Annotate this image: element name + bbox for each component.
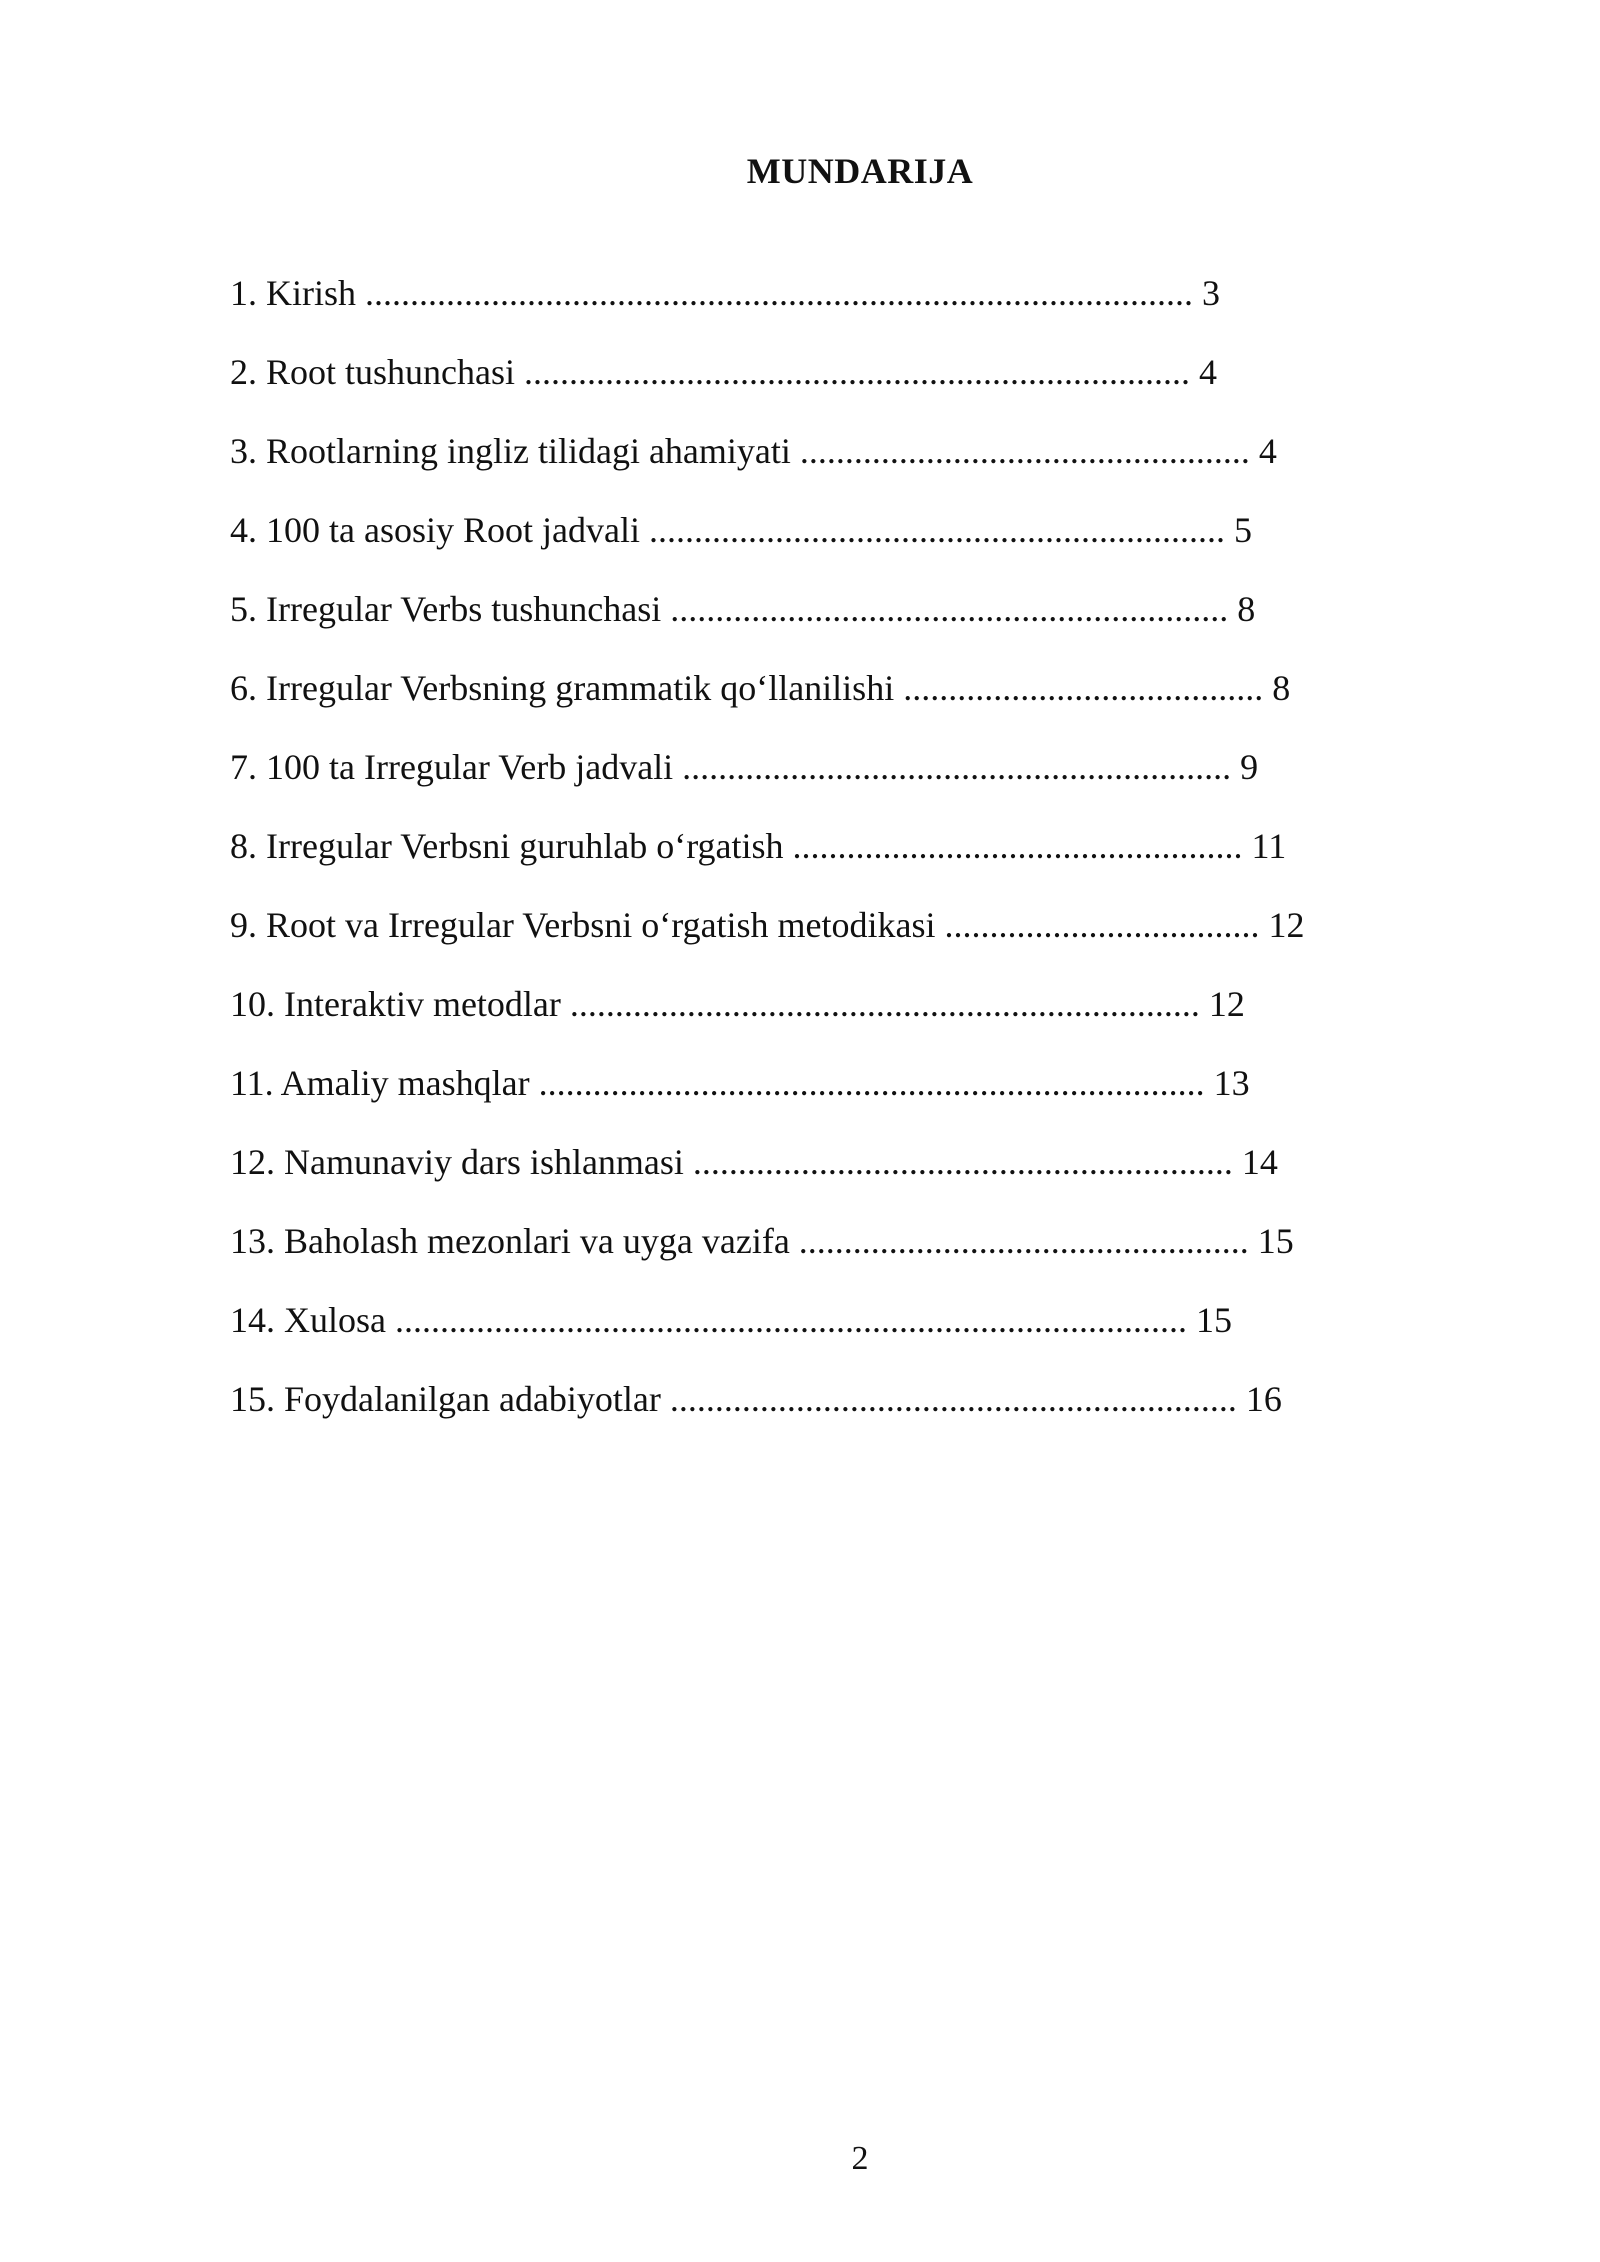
toc-entry-11: [230, 1058, 1430, 1137]
toc-entry-text: 10. Interaktiv metodlar ...................................................................... 12: [230, 984, 1245, 1024]
toc-entry-13: [230, 1216, 1430, 1295]
toc-entry-text: 3. Rootlarning ingliz tilidagi ahamiyati .................................................. 4: [230, 431, 1277, 471]
toc-entry-text: 5. Irregular Verbs tushunchasi .............................................................. 8: [230, 589, 1256, 629]
toc-entry-text: 2. Root tushunchasi .......................................................................... 4: [230, 352, 1217, 392]
toc-entry-text: 6. Irregular Verbsning grammatik qo‘llanilishi ........................................ 8: [230, 668, 1291, 708]
toc-entry-text: 15. Foydalanilgan adabiyotlar ............................................................... 16: [230, 1379, 1282, 1419]
toc-entry-5: [230, 584, 1430, 663]
toc-entry-6: [230, 663, 1430, 742]
toc-entry-7: [230, 742, 1430, 821]
toc-entry-9: [230, 900, 1430, 979]
toc-entry-text: 11. Amaliy mashqlar .......................................................................... 13: [230, 1063, 1250, 1103]
toc-entry-text: 8. Irregular Verbsni guruhlab o‘rgatish .................................................. 11: [230, 826, 1287, 866]
toc-entry-8: [230, 821, 1430, 900]
toc-entry-10: [230, 979, 1430, 1058]
page-number: 2: [851, 2140, 869, 2177]
toc-entry-1: [230, 268, 1430, 347]
toc-entry-text: 9. Root va Irregular Verbsni o‘rgatish metodikasi ................................... 12: [230, 905, 1305, 945]
toc-entry-text: 14. Xulosa ........................................................................................ 15: [230, 1300, 1232, 1340]
toc-entry-text: 1. Kirish ............................................................................................ 3: [230, 273, 1220, 313]
toc-entry-text: 13. Baholash mezonlari va uyga vazifa .................................................. 15: [230, 1221, 1294, 1261]
toc-entry-15: [230, 1374, 1430, 1453]
toc-entry-3: [230, 426, 1430, 505]
toc-entry-text: 4. 100 ta asosiy Root jadvali ................................................................ 5: [230, 510, 1252, 550]
toc-entry-text: 7. 100 ta Irregular Verb jadvali ............................................................. 9: [230, 747, 1259, 787]
table-of-contents: [230, 268, 1430, 1453]
toc-entry-12: [230, 1137, 1430, 1216]
toc-entry-14: [230, 1295, 1430, 1374]
toc-entry-4: [230, 505, 1430, 584]
toc-entry-2: [230, 347, 1430, 426]
toc-entry-text: 12. Namunaviy dars ishlanmasi ............................................................ 14: [230, 1142, 1278, 1182]
page-title: MUNDARIJA: [746, 151, 974, 191]
